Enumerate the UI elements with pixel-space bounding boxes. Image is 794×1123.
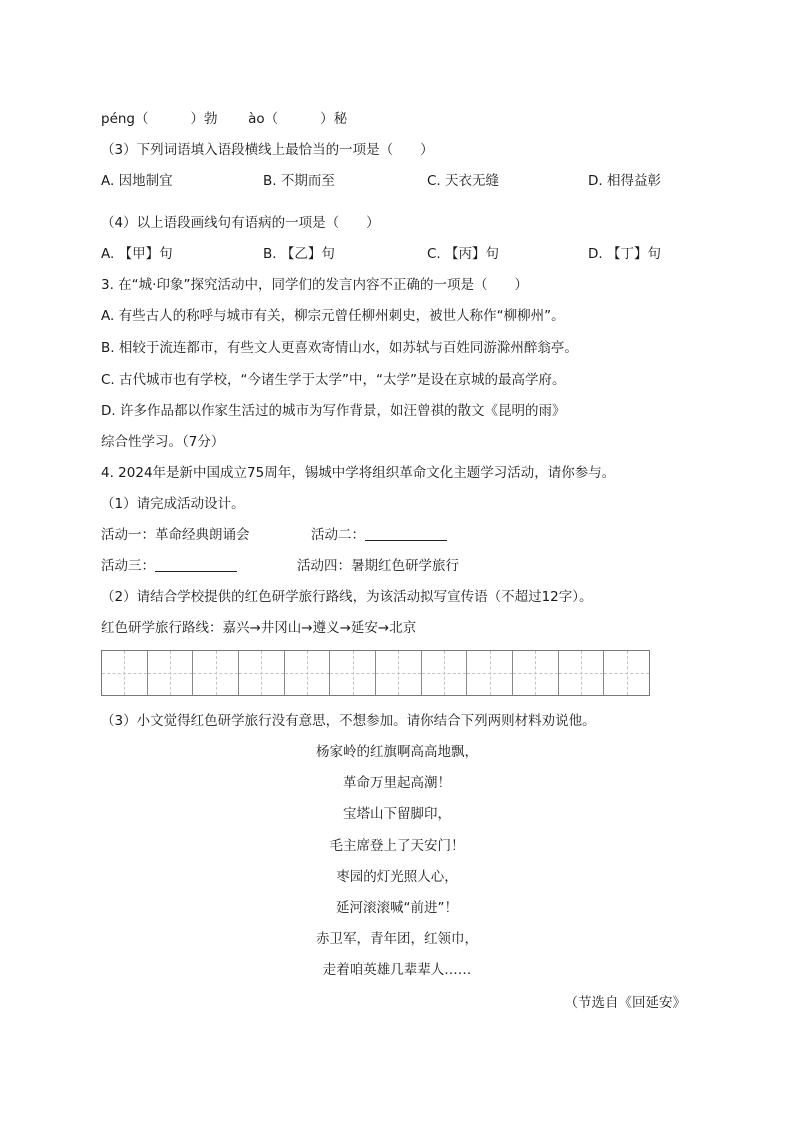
grid-cell[interactable] (466, 651, 512, 695)
grid-cell[interactable] (603, 651, 649, 695)
grid-cell[interactable] (558, 651, 604, 695)
grid-cell[interactable] (512, 651, 558, 695)
section-title: 综合性学习。（7分） (101, 434, 225, 450)
activity-three-label: 活动三： (101, 558, 155, 574)
poem-line: 延河滚滚喊“前进”！ (336, 900, 458, 916)
grid-cell[interactable] (102, 651, 147, 695)
activity-one: 活动一：革命经典朗诵会 (101, 527, 250, 543)
question4-sub1: （1）请完成活动设计。 (101, 496, 245, 512)
question3-option-d: D. 许多作品都以作家生活过的城市为写作背景，如汪曾祺的散文《昆明的雨》 (101, 403, 566, 419)
route-text: 红色研学旅行路线：嘉兴→井冈山→遵义→延安→北京 (101, 620, 417, 636)
q4-option-c: C. 【丙】句 (427, 246, 500, 262)
grid-cell[interactable] (238, 651, 284, 695)
activity-two (311, 526, 447, 544)
q4-option-a: A. 【甲】句 (101, 246, 173, 262)
q3-option-d: D. 相得益彰 (588, 173, 661, 189)
poem-source: （节选自《回延安》 (564, 995, 686, 1011)
grid-cell[interactable] (192, 651, 238, 695)
q3-stem: （3）下列词语填入语段横线上最恰当的一项是（ ） (101, 142, 434, 158)
q3-option-a: A. 因地制宜 (101, 173, 173, 189)
activity-three (101, 557, 237, 575)
question4-sub2: （2）请结合学校提供的红色研学旅行路线，为该活动拟写宣传语（不超过12字）。 (101, 589, 593, 605)
grid-cell[interactable] (147, 651, 193, 695)
grid-cell[interactable] (329, 651, 375, 695)
poem-line: 毛主席登上了天安门！ (329, 838, 465, 854)
question3-option-a: A. 有些古人的称呼与城市有关，柳宗元曾任柳州刺史，被世人称作“柳柳州”。 (101, 308, 565, 324)
pinyin-peng-end: ）勃 (190, 111, 218, 127)
question3-stem: 3. 在“城·印象”探究活动中，同学们的发言内容不正确的一项是（ ） (101, 277, 528, 293)
question4-sub3: （3）小文觉得红色研学旅行没有意思，不想参加。请你结合下列两则材料劝说他。 (101, 713, 596, 729)
activity-two-label: 活动二： (311, 527, 365, 543)
pinyin-ao-end: ）秘 (320, 111, 348, 127)
activity-four: 活动四：暑期红色研学旅行 (297, 558, 459, 574)
grid-cell[interactable] (421, 651, 467, 695)
question3-option-b: B. 相较于流连都市，有些文人更喜欢寄情山水，如苏轼与百姓同游滁州醉翁亭。 (101, 340, 578, 356)
q3-option-c: C. 天衣无缝 (427, 173, 500, 189)
pinyin-ao: ào（ (248, 111, 279, 127)
q3-option-b: B. 不期而至 (263, 173, 335, 189)
q4-stem: （4）以上语段画线句有语病的一项是（ ） (101, 215, 380, 231)
poem-line: 枣园的灯光照人心， (336, 869, 458, 885)
poem-line: 走着咱英雄几辈辈人…… (322, 962, 472, 978)
q4-option-d: D. 【丁】句 (588, 246, 661, 262)
activity-two-blank[interactable] (365, 526, 447, 541)
activity-three-blank[interactable] (155, 557, 237, 572)
grid-cell[interactable] (375, 651, 421, 695)
poem-line: 革命万里起高潮！ (343, 775, 451, 791)
pinyin-line (101, 110, 347, 128)
poem-line: 宝塔山下留脚印， (343, 806, 451, 822)
q4-option-b: B. 【乙】句 (263, 246, 335, 262)
question4-stem: 4. 2024年是新中国成立75周年，锡城中学将组织革命文化主题学习活动，请你参与。 (101, 465, 616, 481)
pinyin-peng: péng（ (101, 111, 149, 127)
question3-option-c: C. 古代城市也有学校，“今诸生学于太学”中，“太学”是设在京城的最高学府。 (101, 372, 566, 388)
writing-grid[interactable] (101, 650, 650, 696)
poem-line: 赤卫军，青年团，红领巾， (316, 931, 478, 947)
poem-line: 杨家岭的红旗啊高高地飘， (316, 744, 478, 760)
grid-cell[interactable] (284, 651, 330, 695)
